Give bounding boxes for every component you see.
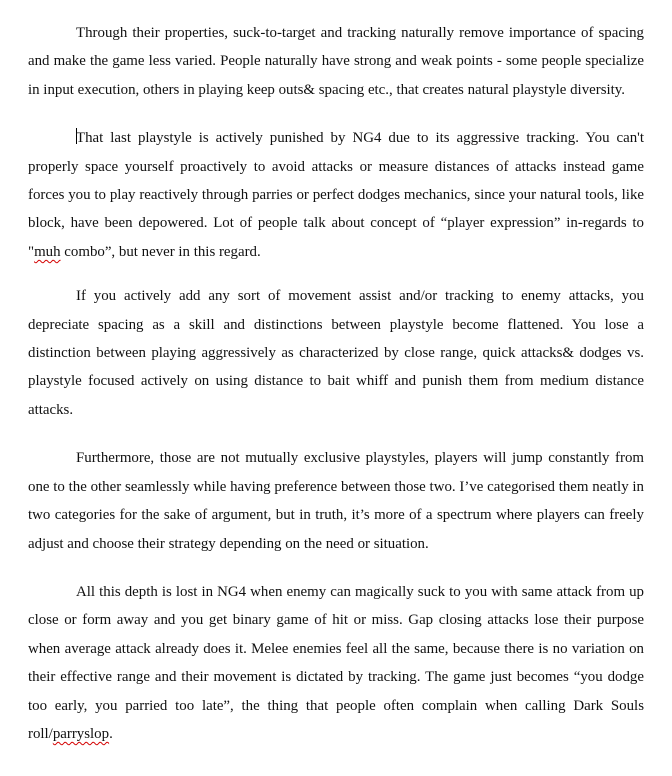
- paragraph-text: Through their properties, suck-to-target and tracking naturally remove importance of spacing and make the game less varied. People naturally have strong and weak points - some people specialize in input execution, others in playing keep outs& spacing etc., that creates natural playstyle diversity.: [28, 25, 644, 98]
- paragraph-text: Furthermore, those are not mutually exclusive playstyles, players will jump constantly from one to the other seamlessly while having preference between those two. I’ve categorised them neatly in two categories for the sake of argument, but in truth, it’s more of a spectrum where players can freely adjust and choose their strategy depending on the need or situation.: [28, 450, 644, 552]
- paragraph-text: combo”, but never in this regard.: [60, 243, 261, 260]
- paragraph-5: [28, 578, 644, 748]
- paragraph-text: If you actively add any sort of movement assist and/or tracking to enemy attacks, you depreciate spacing as a skill and distinctions between playstyle become flattened. You lose a distinction between playing aggressively as characterized by close range, quick attacks& dodges vs. playstyle focused actively on using distance to bait whiff and punish them from medium distance attacks.: [28, 288, 644, 418]
- paragraph-1: [28, 19, 644, 104]
- paragraph-text: .: [109, 725, 113, 742]
- paragraph-2[interactable]: [28, 124, 644, 266]
- paragraph-text: All this depth is lost in NG4 when enemy can magically suck to you with same attack from up close or form away and you get binary game of hit or miss. Gap closing attacks lose their purpose when average attack already does it. Melee enemies feel all the same, because there is no variation on their effective range and their movement is dictated by tracking. The game just becomes “you dodge too early, you parried too late”, the thing that people often complain when calling Dark Souls roll/: [28, 583, 644, 742]
- paragraph-4: [28, 444, 644, 558]
- misspelled-word[interactable]: muh: [34, 243, 61, 260]
- misspelled-word[interactable]: parryslop: [52, 725, 110, 742]
- paragraph-text: That last playstyle is actively punished by NG4 due to its aggressive tracking. You can't properly space yourself proactively to avoid attacks or measure distances of attacks instead game forces you to play reactively through parries or perfect dodges mechanics, since your natural tools, like block, have been depowered. Lot of people talk about concept of “player expression” in-regards to ": [28, 130, 644, 260]
- paragraph-3: [28, 282, 644, 424]
